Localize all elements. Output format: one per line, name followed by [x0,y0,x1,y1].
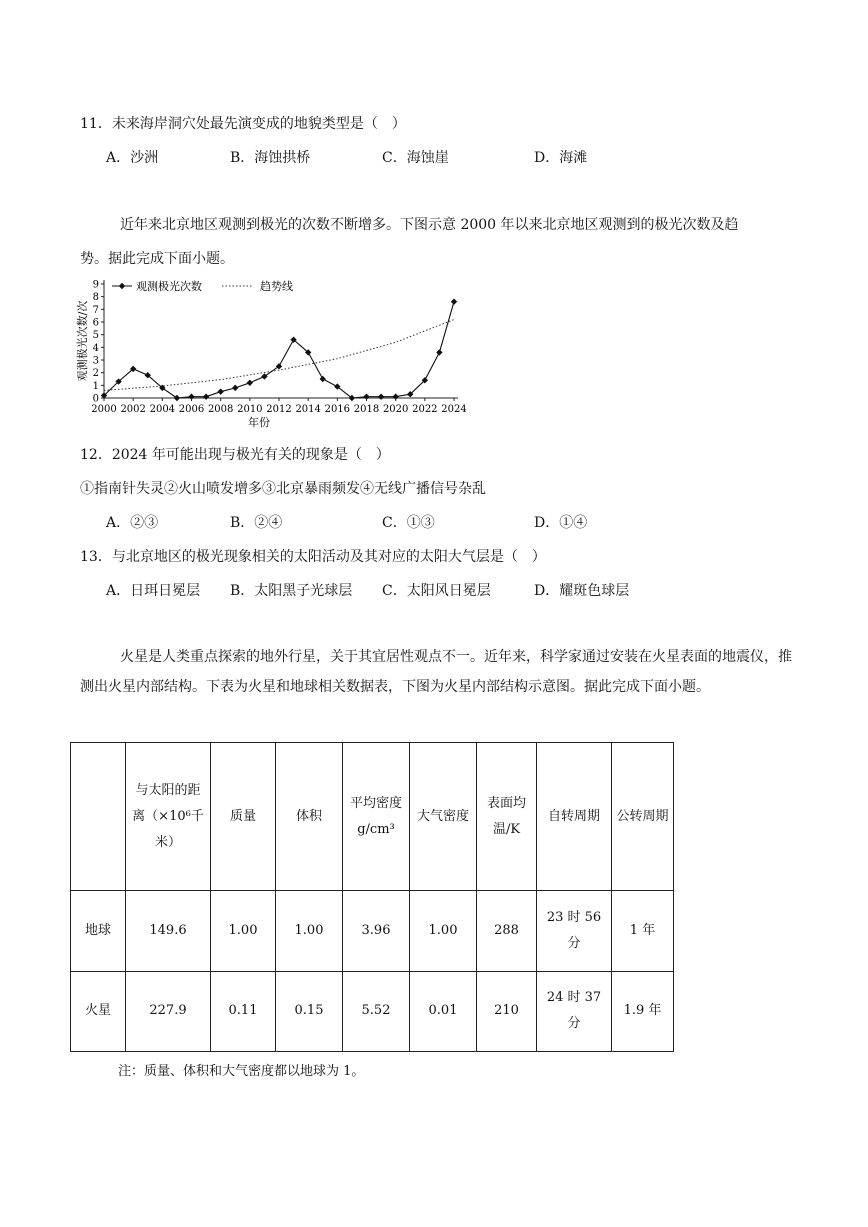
x-tick-label: 2022 [412,404,438,415]
data-point [203,394,209,400]
question-13-stem: 13．与北京地区的极光现象相关的太阳活动及其对应的太阳大气层是（ ） [80,549,546,565]
q11-option-a: A．沙洲 [106,150,159,166]
y-tick-label: 6 [92,317,99,329]
table-cell: 0.15 [276,971,343,1051]
x-tick-label: 2016 [324,404,351,415]
table-cell: 3.96 [343,891,410,971]
y-tick-label: 4 [92,342,99,354]
table-cell: 1.9 年 [612,971,674,1051]
x-tick-label: 2002 [120,404,146,415]
q11-option-b: B．海蚀拱桥 [230,150,311,166]
table-row [71,891,674,971]
table-cell: 210 [477,971,537,1051]
table-note: 注：质量、体积和大气密度都以地球为 1。 [118,1064,365,1079]
x-tick-label: 2006 [178,404,205,415]
x-tick-label: 2014 [295,404,321,415]
q12-option-a: A．②③ [106,515,159,531]
data-point [232,385,238,391]
header-cell: 大气密度 [410,743,477,891]
observation-series [101,299,457,402]
data-point [276,363,282,369]
mars-earth-table [70,742,674,1052]
question-11-stem: 11．未来海岸洞穴处最先演变成的地貌类型是（ ） [80,116,406,132]
x-tick-label: 2008 [207,404,234,415]
data-point [378,394,384,400]
header-cell: 自转周期 [537,743,612,891]
x-tick-label: 2024 [441,404,467,415]
header-cell: 公转周期 [612,743,674,891]
table-cell: 24 时 37 分 [537,971,612,1051]
header-cell: 平均密度g/cm³ [343,743,410,891]
header-cell: 质量 [211,743,276,891]
question-12-stem: 12．2024 年可能出现与极光有关的现象是（ ） [80,447,390,463]
data-point [217,388,223,394]
table-cell: 227.9 [126,971,211,1051]
table-cell: 0.01 [410,971,477,1051]
header-cell: 表面均温/K [477,743,537,891]
data-point [436,349,442,355]
question-12-items: ①指南针失灵②火山喷发增多③北京暴雨频发④无线广播信号杂乱 [80,481,486,497]
x-tick-label: 2012 [266,404,292,415]
table-cell: 地球 [71,891,126,971]
q13-option-b: B．太阳黑子光球层 [230,583,353,599]
y-tick-label: 0 [92,393,99,405]
table-cell: 5.52 [343,971,410,1051]
data-point [247,380,253,386]
table-cell: 1.00 [276,891,343,971]
table-cell: 0.11 [211,971,276,1051]
observation-line [104,302,454,398]
x-tick-label: 2000 [91,404,117,415]
chart-axes [104,280,458,398]
x-tick-label: 2010 [237,404,263,415]
table-cell: 1.00 [410,891,477,971]
table-row [71,971,674,1051]
y-tick-label: 7 [92,304,99,316]
legend-label-trend: 趋势线 [260,280,293,293]
y-tick-label: 1 [92,380,99,392]
data-point [174,395,180,401]
y-axis-label: 观测极光次数/次 [76,300,89,382]
table-cell: 火星 [71,971,126,1051]
q13-option-d: D．耀斑色球层 [534,583,630,599]
q12-option-b: B．②④ [230,515,283,531]
table-cell: 288 [477,891,537,971]
passage-1-line-1: 近年来北京地区观测到极光的次数不断增多。下图示意 2000 年以来北京地区观测到的极光次数及趋 [120,217,739,233]
legend-marker [119,283,125,289]
data-point [261,373,267,379]
y-tick-label: 5 [92,330,99,342]
q13-option-c: C．太阳风日冕层 [382,583,491,599]
x-tick-label: 2004 [149,404,176,415]
y-tick-label: 9 [92,279,99,291]
table-cell: 23 时 56 分 [537,891,612,971]
header-cell: 与太阳的距离（×10⁶千米） [126,743,211,891]
x-axis-label: 年份 [248,416,270,429]
legend-label-observation: 观测极光次数 [136,280,202,293]
table-cell: 1.00 [211,891,276,971]
x-tick-label: 2018 [353,404,380,415]
table-cell: 149.6 [126,891,211,971]
y-tick-label: 8 [92,292,99,304]
q13-option-a: A．日珥日冕层 [106,583,201,599]
q11-option-c: C．海蚀崖 [382,150,449,166]
aurora-chart [76,272,476,432]
q12-option-d: D．①④ [534,515,588,531]
q12-option-c: C．①③ [382,515,435,531]
passage-2: 火星是人类重点探索的地外行星，关于其宜居性观点不一。近年来，科学家通过安装在火星表面的地震仪，推测出火星内部结构。下表为火星和地球相关数据表，下图为火星内部结构示意图。据此完成下面小题。 [80,649,792,695]
y-tick-label: 3 [92,355,99,367]
header-cell [71,743,126,891]
data-point [320,376,326,382]
chart-legend [112,279,293,293]
table-header-row [71,743,674,891]
trend-series [104,320,454,391]
data-point [451,299,457,305]
header-cell: 体积 [276,743,343,891]
passage-1-line-2: 势。据此完成下面小题。 [80,251,234,267]
trend-line [104,320,454,391]
q11-option-d: D．海滩 [534,150,588,166]
x-tick-label: 2020 [382,404,409,415]
y-tick-label: 2 [92,368,99,380]
table-cell: 1 年 [612,891,674,971]
